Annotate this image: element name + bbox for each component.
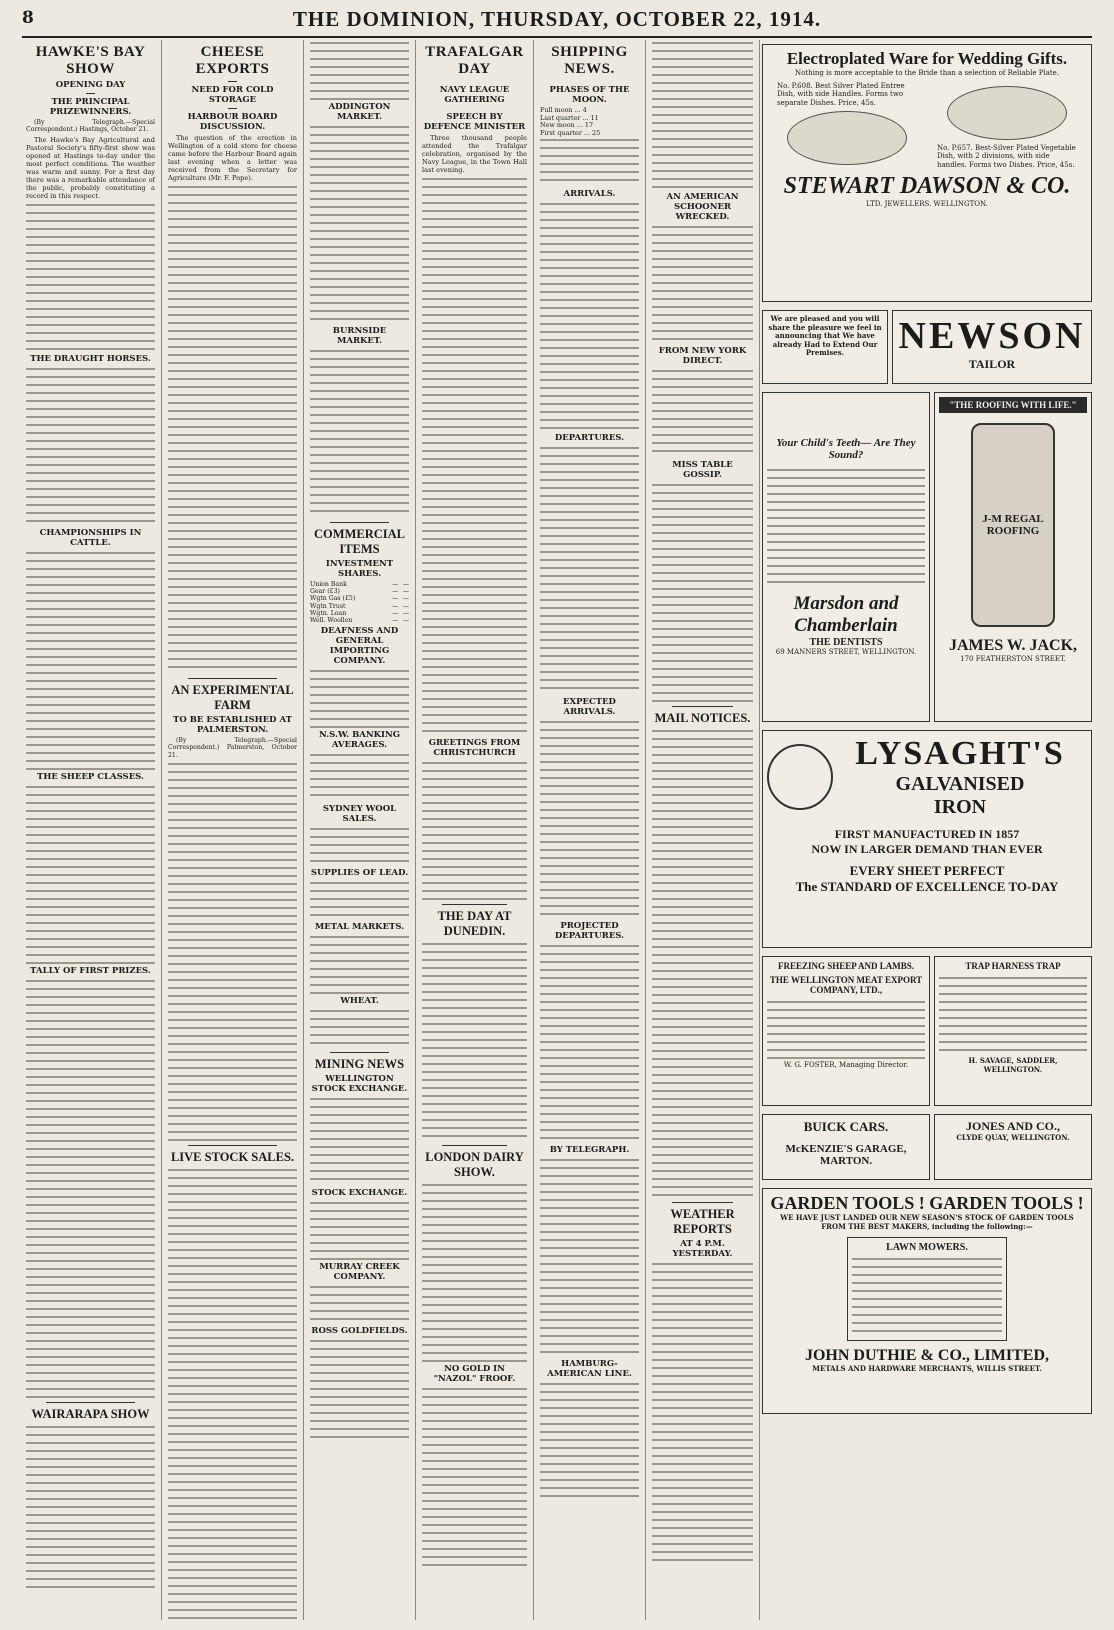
section-heading: WHEAT. (340, 996, 379, 1007)
body-text-block (422, 176, 527, 736)
body-text-block (422, 1182, 527, 1362)
section-heading: EXPECTED ARRIVALS. (563, 697, 616, 718)
body-text-block (310, 1284, 409, 1324)
ad-title: Electroplated Ware for Wedding Gifts. (786, 49, 1068, 68)
regal-roofing-ad (934, 392, 1092, 722)
body-text-block (652, 728, 753, 1198)
savage-saddler-ad (934, 956, 1092, 1106)
article-subheading: THE PRINCIPAL PRIZEWINNERS. (49, 97, 132, 117)
section-heading: ROSS GOLDFIELDS. (311, 1326, 408, 1337)
section-heading: BY TELEGRAPH. (549, 1145, 630, 1156)
section-heading: NO GOLD IN "NAZOL" FROOF. (433, 1364, 516, 1384)
list-item: Last quarter ... 11 (540, 113, 599, 122)
body-text-block (310, 1338, 409, 1438)
newspaper-title: THE DOMINION, THURSDAY, OCTOBER 22, 1914. (292, 7, 822, 31)
ad-title: NEWSON (898, 315, 1086, 357)
body-text-block (540, 445, 639, 695)
ad-text: WE HAVE JUST LANDED OUR NEW SEASON'S STOCK OF GARDEN TOOLS FROM THE BEST MAKERS, including the following:— (780, 1213, 1074, 1231)
ad-firm-name: STEWART DAWSON & CO. (783, 173, 1071, 199)
body-text-block (26, 978, 155, 1398)
ad-firm-name: JAMES W. JACK, (948, 637, 1078, 654)
body-text-block (310, 752, 409, 802)
body-text-block (310, 1008, 409, 1048)
body-text-block (652, 224, 753, 344)
body-text-block (540, 719, 639, 919)
section-heading: ADDINGTON MARKET. (328, 102, 391, 122)
article-heading: MINING NEWS (314, 1057, 405, 1072)
article-heading: MAIL NOTICES. (654, 711, 751, 725)
article-heading: HAWKE'S BAY SHOW (35, 44, 146, 77)
body-text-block (168, 184, 297, 674)
article-subheading: SPEECH BY DEFENCE MINISTER (423, 112, 526, 132)
column-2 (162, 40, 304, 1620)
ad-banner: "THE ROOFING WITH LIFE." (939, 397, 1087, 413)
body-text-block (168, 761, 297, 1141)
ad-line: NOW IN LARGER DEMAND THAN EVER (811, 842, 1043, 856)
ad-title: JONES AND CO., (965, 1119, 1060, 1133)
jones-ad (934, 1114, 1092, 1180)
article-subheading: NEED FOR COLD STORAGE (191, 85, 274, 105)
stewart-dawson-ad (762, 44, 1092, 302)
section-heading: TALLY OF FIRST PRIZES. (30, 965, 151, 976)
ad-firm-name: JOHN DUTHIE & CO., LIMITED, (804, 1347, 1050, 1364)
ad-firm-name: THE WELLINGTON MEAT EXPORT COMPANY, LTD., (769, 975, 923, 995)
article-subheading: HARBOUR BOARD DISCUSSION. (187, 112, 278, 132)
list-item: New moon ... 17 (540, 121, 594, 130)
table-row: Well. Woollen — — (310, 617, 409, 625)
section-heading: INVESTMENT SHARES. (325, 559, 394, 579)
ad-text: Nothing is more acceptable to the Bride than a selection of Reliable Plate. (794, 69, 1060, 77)
ad-title: BUICK CARS. (803, 1119, 889, 1134)
ad-address: 170 FEATHERSTON STREET. (960, 655, 1066, 663)
page-number: 8 (22, 8, 34, 28)
article-heading: CHEESE EXPORTS (195, 44, 270, 77)
dateline: (By Telegraph.—Special Correspondent.) Hastings, October 21. (26, 119, 155, 134)
body-text-block (310, 40, 409, 100)
section-heading: WELLINGTON STOCK EXCHANGE. (311, 1074, 408, 1095)
body-text-block (540, 137, 639, 187)
meat-export-ad (762, 956, 930, 1106)
ad-address: 69 MANNERS STREET, WELLINGTON. (775, 648, 917, 656)
ad-body-text (767, 467, 925, 587)
section-heading: N.S.W. BANKING AVERAGES. (318, 730, 401, 751)
ad-body-text (767, 999, 925, 1061)
ad-subtitle: CLYDE QUAY, WELLINGTON. (956, 1133, 1070, 1142)
section-heading: DEAFNESS AND GENERAL IMPORTING COMPANY. (320, 626, 399, 667)
table-row: Wgtn. Loan — — (310, 609, 409, 617)
section-heading: SUPPLIES OF LEAD. (310, 868, 409, 879)
ad-row (762, 306, 1092, 388)
ad-row (762, 388, 1092, 726)
section-heading: HAMBURG-AMERICAN LINE. (547, 1359, 632, 1380)
advertisements-column (760, 40, 1094, 1620)
body-text-block (652, 482, 753, 702)
trade-mark-seal (767, 744, 833, 810)
section-heading: THE SHEEP CLASSES. (37, 771, 144, 782)
article-heading: WAIRARAPA SHOW (31, 1406, 150, 1421)
body-text-block (26, 1424, 155, 1594)
ad-subtitle: LAWN MOWERS. (886, 1242, 968, 1253)
dentist-name: Marsdon and Chamberlain (793, 593, 899, 636)
article-paragraph: Three thousand people attended the Trafalgar celebration, organised by the Navy League, in the Town Hall last evening. (422, 134, 527, 174)
body-text-block (26, 550, 155, 770)
article-subheading: AT 4 P.M. YESTERDAY. (672, 1239, 733, 1259)
ad-body-text (939, 975, 1087, 1057)
article-heading: WEATHER REPORTS (670, 1207, 735, 1236)
list-item: Full moon ... 4 (540, 106, 587, 114)
section-heading: MISS TABLE GOSSIP. (672, 460, 733, 480)
body-text-block (310, 826, 409, 866)
ad-title: FREEZING SHEEP AND LAMBS. (777, 961, 915, 971)
body-text-block (422, 760, 527, 900)
article-paragraph: The question of the erection in Wellington of a cold store for cheese came before the Harbour Board again last evening when a letter was received from the Secretary for Agriculture (Mr. F. Pope). (168, 134, 297, 182)
ad-signature: W. G. FOSTER, Managing Director. (783, 1061, 909, 1069)
section-heading: PROJECTED DEPARTURES. (554, 921, 625, 942)
section-heading: GREETINGS FROM CHRISTCHURCH (428, 738, 521, 758)
section-heading: ARRIVALS. (563, 189, 616, 200)
duthie-garden-tools-ad (762, 1188, 1092, 1414)
article-heading: TRAFALGAR DAY (425, 44, 524, 77)
product-description: No. P.608. Best Silver Plated Entree Dish, with side Handles. Forms two separate Dishes. Price, 45s. (777, 81, 905, 107)
buick-ad (762, 1114, 930, 1180)
ad-line: FIRST MANUFACTURED IN 1857 (834, 827, 1020, 841)
section-heading: BURNSIDE MARKET. (332, 326, 387, 346)
masthead (22, 6, 1092, 38)
ad-firm-name: McKENZIE'S GARAGE, MARTON. (785, 1143, 907, 1167)
ad-firm-name: H. SAVAGE, SADDLER, WELLINGTON. (968, 1056, 1058, 1074)
section-heading: METAL MARKETS. (314, 922, 405, 933)
ad-row (762, 952, 1092, 1110)
table-row: Gear (£3) — — (310, 588, 409, 596)
entree-dish-image (787, 111, 907, 165)
ad-title: Your Child's Teeth— Are They Sound? (776, 437, 916, 461)
column-1 (20, 40, 162, 1620)
vegetable-dish-image (947, 86, 1067, 140)
body-text-block (26, 784, 155, 964)
body-text-block (540, 201, 639, 431)
section-heading: MURRAY CREEK COMPANY. (319, 1262, 400, 1283)
ad-line: The STANDARD OF EXCELLENCE TO-DAY (795, 879, 1059, 894)
body-text-block (310, 124, 409, 324)
section-heading: THE DRAUGHT HORSES. (30, 353, 151, 364)
ad-subtitle: GALVANISED (895, 773, 1025, 795)
column-6 (646, 40, 760, 1620)
shares-table (310, 581, 409, 624)
dentist-ad (762, 392, 930, 722)
article-heading: COMMERCIAL ITEMS (314, 527, 405, 556)
body-text-block (422, 941, 527, 1141)
body-text-block (310, 1096, 409, 1186)
section-heading: FROM NEW YORK DIRECT. (658, 346, 747, 366)
ad-subtitle: TAILOR (968, 357, 1016, 371)
section-heading: SYDNEY WOOL SALES. (322, 804, 397, 825)
ad-row (762, 1110, 1092, 1184)
body-text-block (310, 668, 409, 728)
ad-text: We are pleased and you will share the pleasure we feel in announcing that We have already Had to Extend Our Premises. (768, 314, 882, 357)
body-text-block (310, 1200, 409, 1260)
body-text-block (422, 1386, 527, 1566)
body-text-block (310, 348, 409, 518)
body-text-block (310, 934, 409, 994)
ad-firm-subtitle: METALS AND HARDWARE MERCHANTS, WILLIS STREET. (812, 1364, 1042, 1373)
table-row: Union Bank — — (310, 581, 409, 588)
column-5 (534, 40, 646, 1620)
body-text-block (652, 368, 753, 458)
moon-phases-list (540, 107, 639, 137)
newson-intro-ad (762, 310, 888, 384)
section-heading: STOCK EXCHANGE. (311, 1188, 408, 1199)
column-3 (304, 40, 416, 1620)
product-description: No. P.657. Best-Silver Plated Vegetable Dish, with 2 divisions, with side handles. Forms two Dishes. Price, 45s. (937, 143, 1076, 169)
section-heading: CHAMPIONSHIPS IN CATTLE. (39, 527, 142, 548)
lawn-mowers-box (847, 1237, 1007, 1341)
ad-title: TRAP HARNESS TRAP (965, 961, 1061, 971)
column-4 (416, 40, 534, 1620)
ad-title: GARDEN TOOLS ! GARDEN TOOLS ! (770, 1193, 1084, 1213)
table-row: Wgtn Trust — — (310, 602, 409, 610)
body-text-block (26, 202, 155, 352)
roofing-roll-image (971, 423, 1055, 627)
section-heading: AN AMERICAN SCHOONER WRECKED. (666, 192, 739, 222)
article-subheading: OPENING DAY (55, 80, 126, 90)
section-heading: DEPARTURES. (554, 433, 625, 444)
ad-product-name: J-M REGAL ROOFING (982, 513, 1044, 537)
dateline: (By Telegraph.—Special Correspondent.) Palmerston, October 21. (168, 737, 297, 759)
body-text-block (168, 1167, 297, 1620)
ad-firm-subtitle: LTD. JEWELLERS. WELLINGTON. (866, 200, 988, 208)
article-heading: LONDON DAIRY SHOW. (425, 1150, 524, 1179)
body-text-block (652, 40, 753, 190)
section-heading: PHASES OF THE MOON. (549, 85, 630, 105)
body-text-block (26, 366, 155, 526)
article-heading: SHIPPING NEWS. (551, 44, 628, 77)
article-subheading: TO BE ESTABLISHED AT PALMERSTON. (173, 715, 292, 735)
ad-subtitle: THE DENTISTS (809, 637, 883, 648)
body-text-block (310, 880, 409, 920)
ad-subtitle: IRON (933, 796, 987, 818)
article-heading: THE DAY AT DUNEDIN. (437, 909, 512, 938)
body-text-block (540, 943, 639, 1143)
table-row: Wgtn Gas (£5) — — (310, 595, 409, 603)
body-text-block (652, 1261, 753, 1561)
body-text-block (540, 1381, 639, 1501)
article-heading: LIVE STOCK SALES. (170, 1150, 295, 1165)
ad-body-text (852, 1256, 1002, 1336)
body-text-block (540, 1157, 639, 1357)
article-paragraph: The Hawke's Bay Agricultural and Pastoral Society's fifty-first show was opened at Hastings to-day under the most perfect conditions. The weather was warm and sunny. For a first day there was a remarkable attendance of the public, probably constituting a record in this respect. (26, 135, 155, 200)
ad-line: EVERY SHEET PERFECT (849, 863, 1005, 878)
list-item: First quarter ... 25 (540, 128, 601, 137)
newson-tailor-ad (892, 310, 1092, 384)
ad-title: LYSAGHT'S (855, 735, 1065, 772)
lysaght-ad (762, 730, 1092, 948)
article-subheading: NAVY LEAGUE GATHERING (439, 85, 510, 105)
article-heading: AN EXPERIMENTAL FARM (171, 683, 294, 712)
